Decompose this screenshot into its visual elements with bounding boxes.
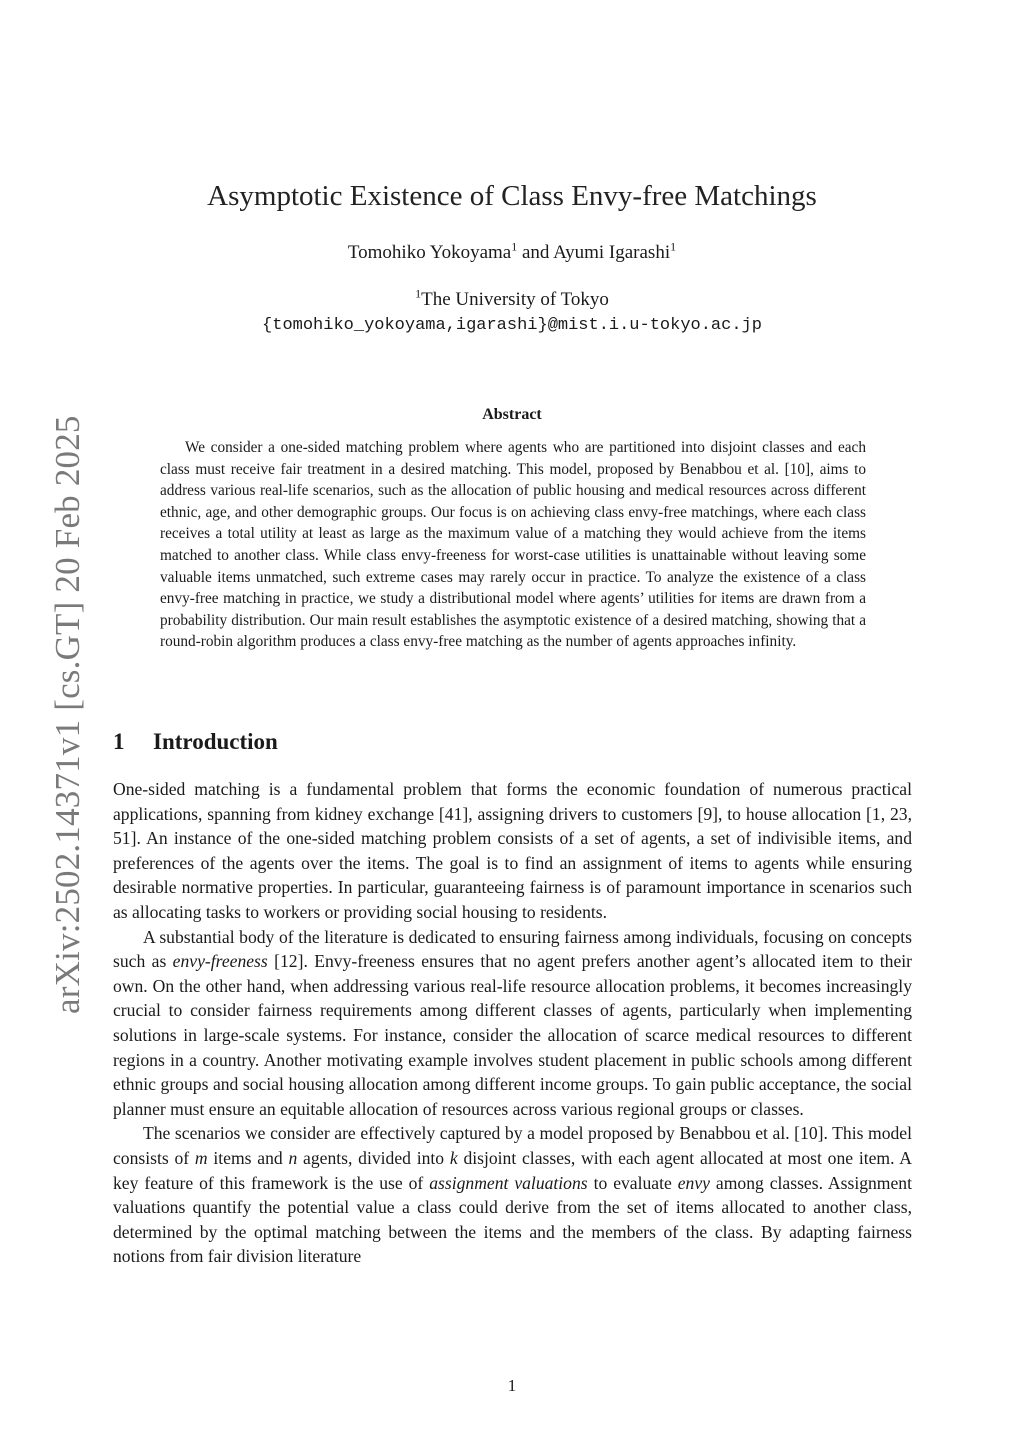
affiliation-mark: 1 <box>415 286 422 301</box>
abstract-text: We consider a one-sided matching problem where agents who are partitioned into disjoint classes and each class must receive fair treatment in a desired matching. This model, proposed by Benabbou et al. [10], aims to address various real-life scenarios, such as the allocation of public housing and medical resources across different ethnic, age, and other demographic groups. Our focus is on achieving class envy-free matchings, where each class receives a total utility at least as large as the maximum value of a matching they would achieve from the items matched to another class. While class envy-freeness for worst-case utilities is unattainable without leaving some valuable items unmatched, such extreme cases may rarely occur in practice. To analyze the existence of a class envy-free matching in practice, we study a distributional model where agents’ utilities for items are drawn from a probability distribution. Our main result establishes the asymptotic existence of a desired matching, showing that a round-robin algorithm produces a class envy-free matching as the number of agents approaches infinity. <box>160 439 866 651</box>
math-variable: k <box>449 1147 458 1168</box>
math-variable: m <box>194 1147 208 1168</box>
email-addresses: {tomohiko_yokoyama,igarashi}@mist.i.u-tokyo.ac.jp <box>262 316 762 335</box>
section-title: Introduction <box>153 729 278 754</box>
paragraph: The scenarios we consider are effectively captured by a model proposed by Benabbou et al. [10]. This model consists of m items and n agents, divided into k disjoint classes, with each agent allocated at most one item. A key feature of this framework is the use of assignment valuations to evaluate envy among classes. Assignment valuations quantify the potential value a class could derive from the set of items allocated to another class, determined by the optimal matching between the items and the members of the class. By adapting fairness notions from fair division literature <box>113 1123 913 1267</box>
emphasis: envy-freeness <box>172 951 268 972</box>
emphasis: assignment valuations <box>429 1172 588 1193</box>
affiliation-block <box>0 287 1024 339</box>
affiliation-mark: 1 <box>511 239 518 254</box>
paragraph: A substantial body of the literature is dedicated to ensuring fairness among individuals, focusing on concepts such as envy-freeness [12]. Envy-freeness ensures that no agent prefers another agent’s allocated item to their own. On the other hand, when addressing various real-life resource allocation problems, it becomes increasingly crucial to consider fairness requirements among different classes of agents, particularly when implementing solutions in large-scale systems. For instance, consider the allocation of scarce medical resources to different regions in a country. Another motivating example involves student placement in public schools among different ethnic groups and social housing allocation among different income groups. To gain public acceptance, the social planner must ensure an equitable allocation of resources across various regional groups or classes. <box>113 926 913 1119</box>
section-number: 1 <box>113 729 125 754</box>
abstract-heading: Abstract <box>482 406 542 423</box>
institution: The University of Tokyo <box>421 289 609 310</box>
section-heading <box>113 729 278 755</box>
paper-title: Asymptotic Existence of Class Envy-free Matchings <box>207 180 817 212</box>
emphasis: envy <box>677 1172 710 1193</box>
section-body <box>113 777 912 1269</box>
author-name: Tomohiko Yokoyama <box>347 242 512 263</box>
paragraph: One-sided matching is a fundamental problem that forms the economic foundation of numerous practical applications, spanning from kidney exchange [41], assigning drivers to customers [9], to house allocation [1, 23, 51]. An instance of the one-sided matching problem consists of a set of agents, a set of indivisible items, and preferences of the agents over the items. The goal is to find an assignment of items to agents while ensuring desirable normative properties. In particular, guaranteeing fairness is of paramount importance in scenarios such as allocating tasks to workers or providing social housing to residents. <box>113 779 912 922</box>
author-list <box>0 239 1024 264</box>
author-conjunction: and <box>517 242 554 263</box>
author-name: Ayumi Igarashi <box>553 242 671 263</box>
affiliation-mark: 1 <box>670 239 677 254</box>
arxiv-identifier: arXiv:2502.14371v1 [cs.GT] 20 Feb 2025 <box>48 415 87 1014</box>
page-number: 1 <box>507 1376 517 1395</box>
math-variable: n <box>288 1147 298 1168</box>
